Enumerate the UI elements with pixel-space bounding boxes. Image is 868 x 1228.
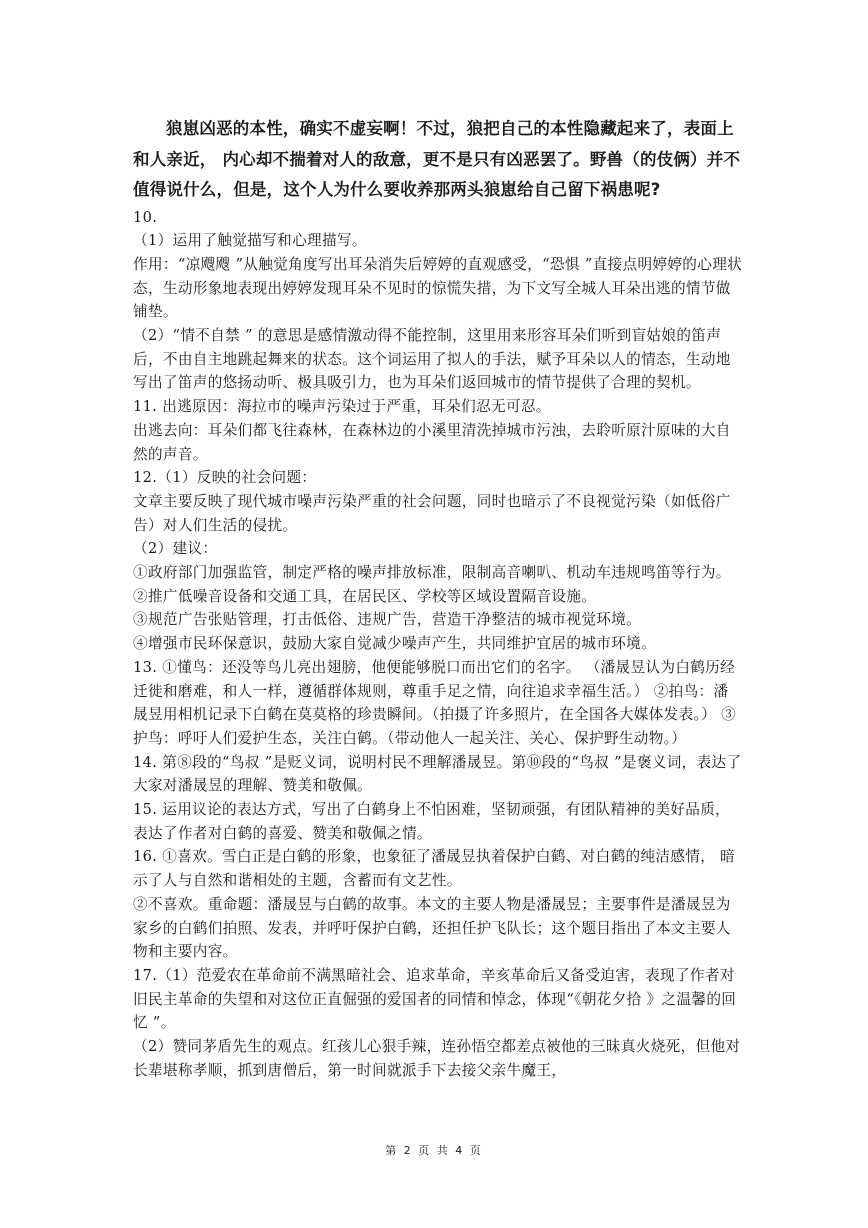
answer-body — [133, 206, 743, 1083]
answer-line: 14. 第⑧段的“鸟叔 ”是贬义词，说明村民不理解潘晟昱。第⑩段的“鸟叔 ”是褒义词，表达了大家对潘晟昱的理解、赞美和敬佩。 — [133, 753, 742, 795]
answer-line: 11. 出逃原因：海拉市的噪声污染过于严重，耳朵们忍无可忍。 — [133, 398, 551, 416]
answer-line: （1）运用了触觉描写和心理描写。 — [133, 232, 367, 250]
answer-line: 13. ①懂鸟：还没等鸟儿亮出翅膀，他便能够脱口而出它们的名字。 （潘晟昱认为白鹤历经迁徙和磨难，和人一样，遵循群体规则，尊重手足之情，向往追求幸福生活。） ②拍鸟：潘晟昱用相机记录下白鹤在莫莫格的珍贵瞬间。（拍摄了许多照片，在全国各大媒体发表。） ③护鸟：呼吁人们爱护生态，关注白鹤。（带动他人一起关注、关心、保护野生动物。） — [133, 658, 737, 747]
answer-line: （2）赞同茅盾先生的观点。红孩儿心狠手辣，连孙悟空都差点被他的三昧真火烧死，但他对长辈堪称孝顺，抓到唐僧后，第一时间就派手下去接父亲牛魔王， — [133, 1038, 741, 1079]
answer-line: 17.（1）范爱农在革命前不满黑暗社会、追求革命，辛亥革命后又备受迫害，表现了作者对旧民主革命的失望和对这位正直倔强的爱国者的同情和悼念，体现“《朝花夕拾 》之温馨的回忆 ”。 — [133, 967, 737, 1032]
answer-line: ③规范广告张贴管理，打击低俗、违规广告，营造干净整洁的城市视觉环境。 — [133, 611, 642, 629]
answer-line: 文章主要反映了现代城市噪声污染严重的社会问题，同时也暗示了不良视觉污染（如低俗广告）对人们生活的侵扰。 — [133, 492, 731, 534]
answer-line: 10. — [133, 208, 158, 226]
answer-line: ④增强市民环保意识，鼓励大家自觉减少噪声产生，共同维护宜居的城市环境。 — [133, 635, 657, 653]
answer-line: （2）“情不自禁 ” 的意思是感情激动得不能控制，这里用来形容耳朵们听到盲姑娘的笛声后，不由自主地跳起舞来的状态。这个词运用了拟人的手法，赋予耳朵以人的情态，生动地写出了笛声的悠扬动听、极具吸引力，也为耳朵们返回城市的情节提供了合理的契机。 — [133, 327, 731, 392]
page-footer: 第 2 页 共 4 页 — [385, 1144, 483, 1157]
answer-line: 12.（1）反映的社会问题： — [133, 469, 317, 487]
answer-page — [133, 114, 743, 1083]
answer-line: 16. ①喜欢。雪白正是白鹤的形象，也象征了潘晟昱执着保护白鹤、对白鹤的纯洁感情， 暗示了人与自然和谐相处的主题，含蓄而有文艺性。 — [133, 848, 736, 890]
intro-paragraph: 狼崽凶恶的本性，确实不虚妄啊！不过，狼把自己的本性隐藏起来了，表面上和人亲近， 内心却不揣着对人的敌意，更不是只有凶恶罢了。野兽（的伎俩）并不值得说什么，但是，这个人为什么要收养那两头狼崽给自己留下祸患呢? — [133, 119, 741, 199]
answer-line: 15. 运用议论的表达方式，写出了白鹤身上不怕困难，坚韧顽强，有团队精神的美好品质，表达了作者对白鹤的喜爱、赞美和敬佩之情。 — [133, 801, 731, 842]
answer-line: ①政府部门加强监管，制定严格的噪声排放标准，限制高音喇叭、机动车违规鸣笛等行为。 — [133, 564, 731, 582]
answer-line: （2）建议： — [133, 540, 218, 558]
answer-line: ②推广低噪音设备和交通工具，在居民区、学校等区域设置隔音设施。 — [133, 587, 597, 605]
answer-line: 出逃去向：耳朵们都飞往森林，在森林边的小溪里清洗掉城市污浊，去聆听原汁原味的大自然的声音。 — [133, 421, 731, 463]
answer-line: ②不喜欢。重命题：潘晟昱与白鹤的故事。本文的主要人物是潘晟昱；主要事件是潘晟昱为 家乡的白鹤们拍照、发表，并呼吁保护白鹤，还担任护飞队长；这个题目指出了本文主要人物和主要内容。 — [133, 895, 731, 961]
answer-line: 作用：“凉飕飕 ”从触觉角度写出耳朵消失后婷婷的直观感受，“恐惧 ”直接点明婷婷的心理状态，生动形象地表现出婷婷发现耳朵不见时的惊慌失措，为下文写全城人耳朵出逃的情节做铺垫。 — [133, 255, 743, 321]
